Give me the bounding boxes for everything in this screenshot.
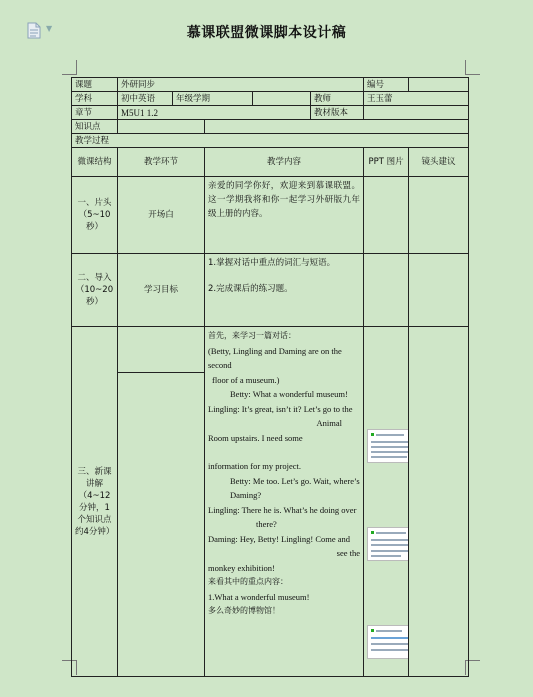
camera-cell[interactable] <box>409 254 469 327</box>
column-headers <box>72 148 469 177</box>
topic-label: 课题 <box>72 78 118 92</box>
grade-value[interactable] <box>253 92 311 106</box>
topic-value[interactable]: 外研同步 <box>118 78 364 92</box>
subject-label: 学科 <box>72 92 118 106</box>
teacher-label: 教师 <box>311 92 364 106</box>
col-segment: 教学环节 <box>118 148 205 177</box>
dialogue-line: floor of a museum.) <box>212 374 280 385</box>
teacher-value[interactable]: 王玉蕾 <box>364 92 469 106</box>
dialogue-line: 来看其中的重点内容： <box>208 577 288 586</box>
segment-cell <box>118 327 205 677</box>
row-process <box>72 134 469 148</box>
col-content: 教学内容 <box>205 148 364 177</box>
col-camera: 镜头建议 <box>409 148 469 177</box>
structure-cell: 一、片头（5~10秒） <box>72 177 118 254</box>
dialogue-cell[interactable] <box>205 327 364 677</box>
chapter-label: 章节 <box>72 106 118 120</box>
row-lead-in <box>72 254 469 327</box>
document-title: 慕课联盟微课脚本设计稿 <box>186 25 347 41</box>
version-value[interactable] <box>364 106 469 120</box>
ppt-cell[interactable] <box>364 327 409 677</box>
version-label: 教材版本 <box>311 106 364 120</box>
ppt-thumbnail[interactable] <box>367 527 409 561</box>
dialogue-line: see the <box>336 548 361 558</box>
camera-cell[interactable] <box>409 327 469 677</box>
ppt-thumbnail[interactable] <box>367 429 409 463</box>
dialogue-line: 首先，来学习一篇对话： <box>208 331 296 340</box>
dialogue-line: there? <box>256 519 277 529</box>
structure-cell: 三、新课讲解（4~12分钟，1个知识点约4分钟） <box>72 327 118 677</box>
content-cell[interactable] <box>205 254 364 327</box>
process-label: 教学过程 <box>72 134 469 148</box>
row-topic <box>72 78 469 92</box>
dialogue-line: Lingling: There he is. What’s he doing over <box>208 504 357 515</box>
ppt-cell[interactable] <box>364 177 409 254</box>
dialogue-line: 1.What a wonderful museum! <box>208 591 310 602</box>
points-value[interactable] <box>118 120 205 134</box>
row-subject <box>72 92 469 106</box>
segment-cell: 学习目标 <box>118 254 205 327</box>
grade-label: 年级学期 <box>173 92 253 106</box>
dialogue-line: monkey exhibition! <box>208 562 275 573</box>
camera-cell[interactable] <box>409 177 469 254</box>
script-table <box>71 77 469 677</box>
dialogue-line: Lingling: It’s great, isn’t it? Let’s go to the <box>208 403 353 414</box>
ppt-cell[interactable] <box>364 254 409 327</box>
points-label: 知识点 <box>72 120 118 134</box>
dialogue-line: information for my project. <box>208 461 302 471</box>
dialogue-line: 多么奇妙的博物馆！ <box>208 606 280 615</box>
col-ppt: PPT 图片 <box>364 148 409 177</box>
points-extra[interactable] <box>205 120 469 134</box>
segment-subcell <box>118 327 204 373</box>
segment-cell: 开场白 <box>118 177 205 254</box>
row-chapter <box>72 106 469 120</box>
row-new-lesson <box>72 327 469 677</box>
row-intro <box>72 177 469 254</box>
structure-cell: 二、导入（10~20秒） <box>72 254 118 327</box>
content-cell[interactable]: 亲爱的同学你好，欢迎来到慕课联盟。这一学期我将和你一起学习外研版九年级上册的内容。 <box>205 177 364 254</box>
dialogue-line: Daming: Hey, Betty! Lingling! Come and <box>208 533 351 544</box>
dialogue-line: (Betty, Lingling and Daming are on the second <box>208 345 342 370</box>
col-structure: 微课结构 <box>72 148 118 177</box>
crop-mark-top-right <box>465 60 480 75</box>
chapter-value[interactable]: M5U1 1.2 <box>118 106 311 120</box>
subject-value[interactable]: 初中英语 <box>118 92 173 106</box>
chevron-down-icon[interactable]: ▼ <box>46 24 53 33</box>
row-knowledge-points <box>72 120 469 134</box>
dialogue-line: Room upstairs. I need some <box>208 432 303 443</box>
number-label: 编号 <box>364 78 409 92</box>
number-value[interactable] <box>409 78 469 92</box>
goal-2: 2.完成课后的练习题。 <box>208 284 293 294</box>
dialogue-line: Betty: What a wonderful museum! <box>230 389 348 399</box>
dialogue-line: Betty: Me too. Let’s go. Wait, where’s Daming? <box>230 475 360 500</box>
ppt-thumbnail[interactable] <box>367 625 409 659</box>
crop-mark-top-left <box>62 60 77 75</box>
dialogue-line: Animal <box>316 418 343 428</box>
goal-1: 1.掌握对话中重点的词汇与短语。 <box>208 258 336 268</box>
